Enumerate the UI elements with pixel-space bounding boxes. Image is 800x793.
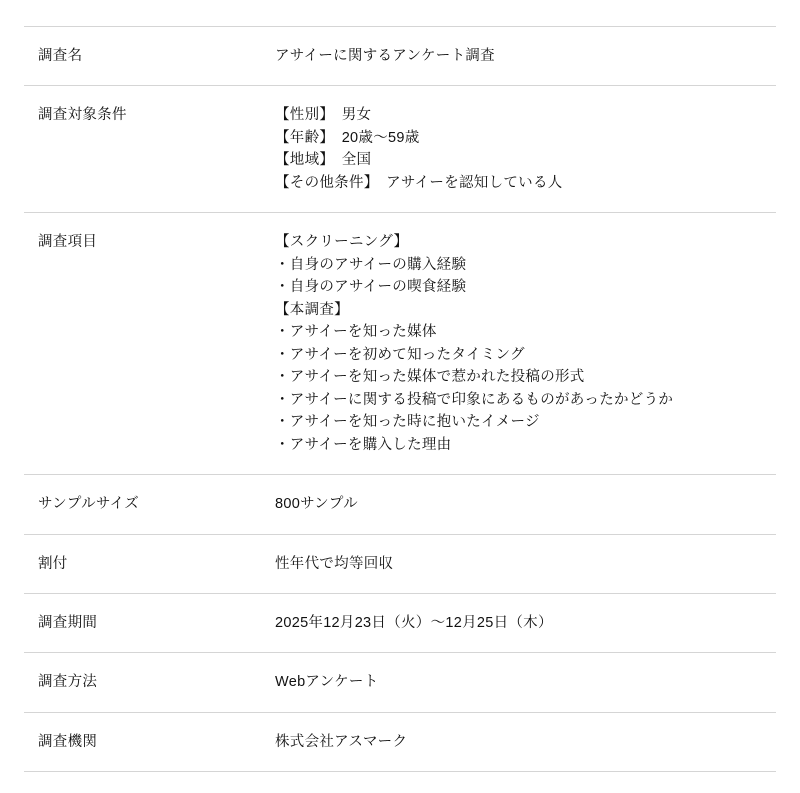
row-label: 調査期間 bbox=[38, 614, 98, 631]
value-line: 性年代で均等回収 bbox=[275, 555, 394, 572]
table-row bbox=[24, 712, 776, 771]
row-value bbox=[253, 593, 776, 652]
row-label: 調査方法 bbox=[38, 674, 98, 691]
row-value bbox=[253, 27, 776, 86]
value-line: 【本調査】 bbox=[275, 301, 349, 318]
value-line: 【性別】 男女 bbox=[275, 107, 372, 124]
row-label: サンプルサイズ bbox=[38, 496, 140, 513]
row-value bbox=[253, 86, 776, 213]
value-line: ・アサイーを知った媒体 bbox=[275, 324, 437, 341]
table-row bbox=[24, 213, 776, 475]
row-label: 調査対象条件 bbox=[38, 107, 127, 124]
value-line: 800サンプル bbox=[275, 496, 358, 513]
row-label: 割付 bbox=[38, 555, 68, 572]
table-row bbox=[24, 653, 776, 712]
value-line: アサイーに関するアンケート調査 bbox=[275, 48, 495, 64]
row-label: 調査名 bbox=[38, 48, 83, 64]
table-row bbox=[24, 27, 776, 86]
value-line: ・アサイーを知った時に抱いたイメージ bbox=[275, 414, 540, 431]
value-line: ・自身のアサイーの喫食経験 bbox=[275, 279, 467, 296]
row-label: 調査機関 bbox=[38, 733, 98, 750]
value-line: 株式会社アスマーク bbox=[275, 733, 408, 750]
row-value bbox=[253, 534, 776, 593]
value-line: ・自身のアサイーの購入経験 bbox=[275, 256, 467, 273]
table-row bbox=[24, 593, 776, 652]
value-line: 2025年12月23日（火）〜12月25日（木） bbox=[275, 614, 553, 631]
value-line: 【地域】 全国 bbox=[275, 152, 372, 169]
row-value bbox=[253, 213, 776, 475]
value-line: 【年齢】 20歳〜59歳 bbox=[275, 129, 420, 146]
survey-overview-table bbox=[24, 26, 776, 772]
table-row bbox=[24, 86, 776, 213]
row-label: 調査項目 bbox=[38, 234, 98, 251]
value-line: 【スクリーニング】 bbox=[275, 234, 409, 251]
value-line: ・アサイーを購入した理由 bbox=[275, 436, 452, 453]
table-row bbox=[24, 534, 776, 593]
row-value bbox=[253, 475, 776, 534]
row-value bbox=[253, 712, 776, 771]
value-line: Webアンケート bbox=[275, 674, 379, 691]
value-line: ・アサイーを知った媒体で惹かれた投稿の形式 bbox=[275, 369, 585, 386]
row-value bbox=[253, 653, 776, 712]
survey-overview-table-body bbox=[24, 27, 776, 772]
value-line: ・アサイーを初めて知ったタイミング bbox=[275, 346, 525, 363]
value-line: 【その他条件】 アサイーを認知している人 bbox=[275, 174, 563, 191]
table-row bbox=[24, 475, 776, 534]
value-line: ・アサイーに関する投稿で印象にあるものがあったかどうか bbox=[275, 391, 674, 408]
